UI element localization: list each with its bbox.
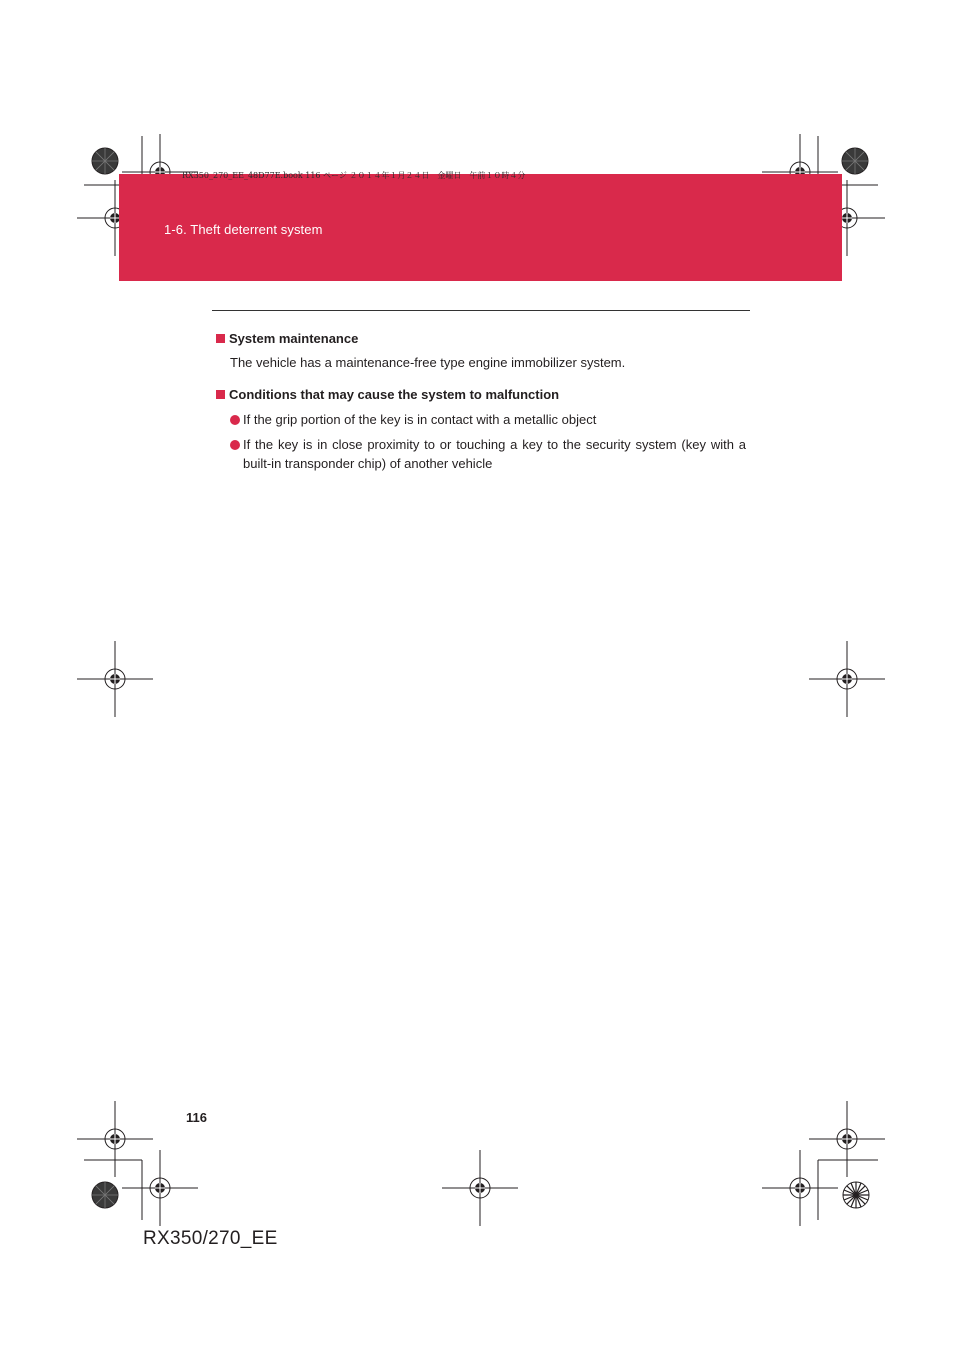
- red-dot-icon: [230, 415, 240, 425]
- bullet-list: [216, 410, 746, 473]
- file-stamp: RX350_270_EE_48D77E.book 116 ページ ２０１４年１月２４日 金曜日 午前１０時４分: [182, 171, 526, 180]
- color-wheel-icon: [842, 148, 868, 174]
- section-heading-text: Conditions that may cause the system to malfunction: [229, 387, 560, 402]
- list-item: [216, 410, 746, 429]
- list-item-text: If the key is in close proximity to or touching a key to the security system (key with a built-in transponder chip) of another vehicle: [243, 437, 746, 471]
- color-wheel-icon: [92, 1182, 118, 1208]
- section-heading: [216, 330, 746, 348]
- page-number: 116: [186, 1110, 207, 1125]
- content: [216, 330, 746, 473]
- starburst-wheel-icon: [843, 1182, 869, 1208]
- divider: [212, 310, 750, 311]
- registration-mark-icon: [122, 1150, 198, 1226]
- color-wheel-icon: [92, 148, 118, 174]
- section-heading: [216, 386, 746, 404]
- red-square-icon: [216, 390, 225, 399]
- list-item-text: If the grip portion of the key is in contact with a metallic object: [243, 412, 597, 427]
- section-heading-text: System maintenance: [229, 331, 359, 346]
- registration-mark-icon: [77, 641, 153, 717]
- red-dot-icon: [230, 440, 240, 450]
- section-body: The vehicle has a maintenance-free type engine immobilizer system.: [230, 355, 626, 370]
- model-code: RX350/270_EE: [143, 1228, 278, 1249]
- registration-mark-icon: [809, 1101, 885, 1177]
- registration-mark-icon: [809, 641, 885, 717]
- section-system-maintenance: [216, 330, 746, 372]
- header-band: [119, 174, 842, 281]
- section-malfunction-conditions: [216, 386, 746, 473]
- list-item: [216, 435, 746, 473]
- registration-mark-icon: [442, 1150, 518, 1226]
- red-square-icon: [216, 334, 225, 343]
- registration-mark-icon: [762, 1150, 838, 1226]
- section-title: 1-6. Theft deterrent system: [164, 222, 323, 237]
